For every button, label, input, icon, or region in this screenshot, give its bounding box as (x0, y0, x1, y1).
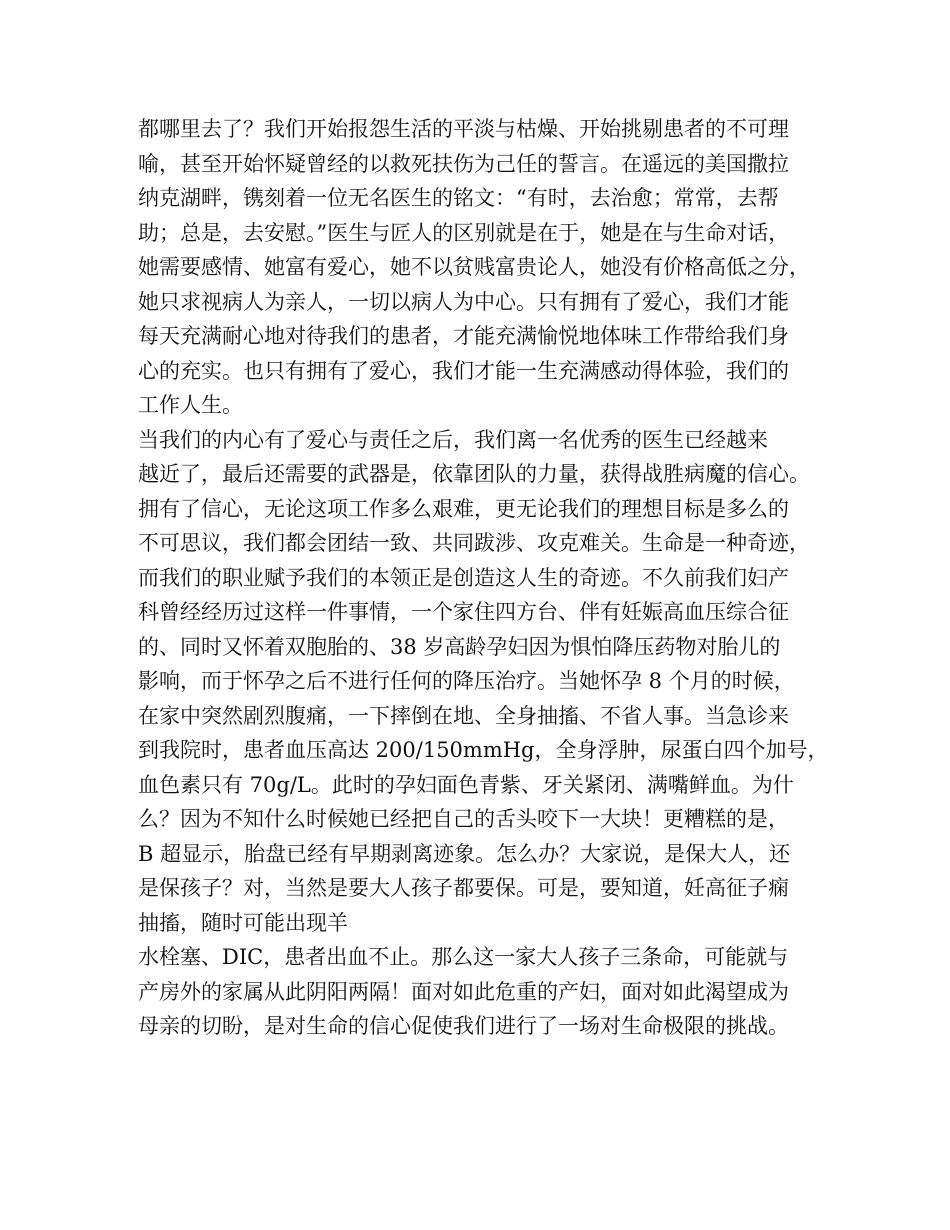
text-line: 水栓塞、DIC，患者出血不止。那么这一家大人孩子三条命，可能就与 (138, 945, 789, 969)
text-line: 到我院时，患者血压高达 200/150mmHg，全身浮肿，尿蛋白四个加号， (138, 738, 829, 762)
text-line: 都哪里去了？我们开始报怨生活的平淡与枯燥、开始挑剔患者的不可理 (138, 117, 789, 141)
text-line: 工作人生。 (138, 393, 243, 417)
text-line: 科曾经经历过这样一件事情，一个家住四方台、伴有妊娠高血压综合征 (138, 600, 789, 624)
text-line: 是保孩子？对，当然是要大人孩子都要保。可是，要知道，妊高征子痫 (138, 876, 789, 900)
text-line: 母亲的切盼，是对生命的信心促使我们进行了一场对生命极限的挑战。 (138, 1014, 789, 1038)
text-line: 当我们的内心有了爱心与责任之后，我们离一名优秀的医生已经越来 (138, 427, 768, 452)
text-line: 纳克湖畔，镌刻着一位无名医生的铭文：“有时，去治愈；常常，去帮 (138, 186, 779, 210)
text-line: 喻，甚至开始怀疑曾经的以救死扶伤为己任的誓言。在遥远的美国撒拉 (138, 151, 789, 176)
text-line: 越近了，最后还需要的武器是，依靠团队的力量，获得战胜病魔的信心。 (138, 462, 810, 486)
text-line: 产房外的家属从此阴阳两隔！面对如此危重的产妇，面对如此渴望成为 (138, 979, 789, 1004)
text-line: 的、同时又怀着双胞胎的、38 岁高龄孕妇因为惧怕降压药物对胎儿的 (138, 634, 781, 659)
text-line: 她只求视病人为亲人，一切以病人为中心。只有拥有了爱心，我们才能 (138, 289, 789, 314)
text-line: 血色素只有 70g/L。此时的孕妇面色青紫、牙关紧闭、满嘴鲜血。为什 (138, 772, 794, 797)
text-line: 每天充满耐心地对待我们的患者，才能充满愉悦地体味工作带给我们身 (138, 324, 789, 348)
text-line: 影响，而于怀孕之后不进行任何的降压治疗。当她怀孕 8 个月的时候， (138, 669, 795, 693)
text-line: 在家中突然剧烈腹痛，一下摔倒在地、全身抽搐、不省人事。当急诊来 (138, 703, 789, 728)
text-line: 抽搐，随时可能出现羊 (138, 910, 348, 935)
text-line: 助；总是，去安慰。”医生与匠人的区别就是在于，她是在与生命对话， (138, 220, 790, 245)
text-line: 心的充实。也只有拥有了爱心，我们才能一生充满感动得体验，我们的 (138, 358, 789, 383)
text-line: B 超显示，胎盘已经有早期剥离迹象。怎么办？大家说，是保大人，还 (138, 841, 791, 866)
text-line: 拥有了信心，无论这项工作多么艰难，更无论我们的理想目标是多么的 (138, 496, 789, 521)
text-line: 不可思议，我们都会团结一致、共同跋涉、攻克难关。生命是一种奇迹， (138, 531, 810, 555)
text-line: 她需要感情、她富有爱心，她不以贫贱富贵论人，她没有价格高低之分， (138, 255, 810, 279)
text-line: 而我们的职业赋予我们的本领正是创造这人生的奇迹。不久前我们妇产 (138, 565, 789, 590)
body-text (138, 112, 828, 1044)
text-line: 么？因为不知什么时候她已经把自己的舌头咬下一大块！更糟糕的是， (138, 807, 789, 831)
